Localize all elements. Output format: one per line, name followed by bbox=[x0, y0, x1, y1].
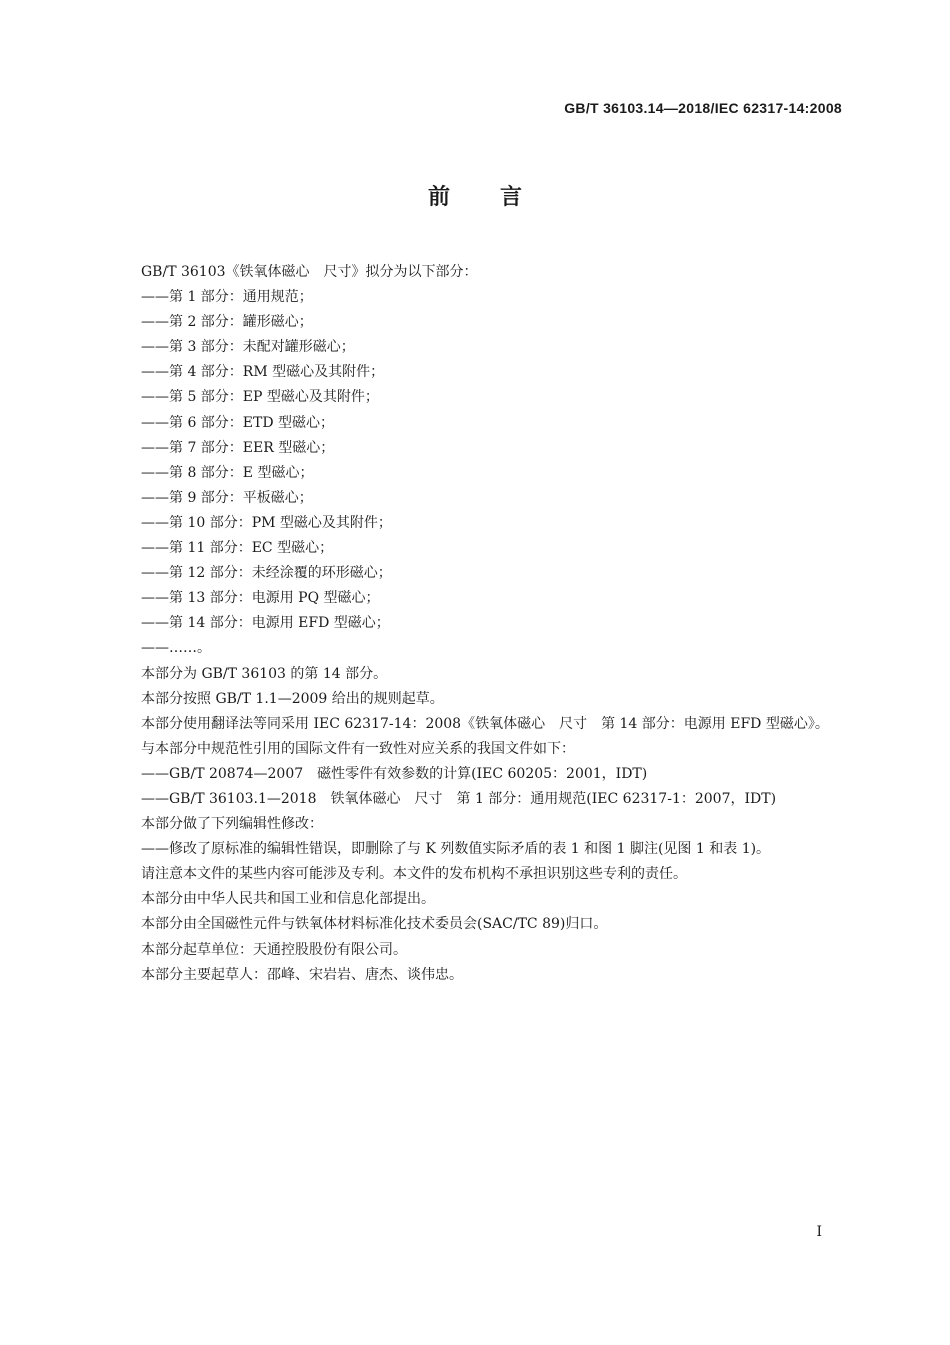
part14-paragraph: 本部分为 GB/T 36103 的第 14 部分。 bbox=[141, 665, 388, 682]
patent-paragraph: 请注意本文件的某些内容可能涉及专利。本文件的发布机构不承担识别这些专利的责任。 bbox=[141, 866, 687, 883]
intro-paragraph: GB/T 36103《铁氧体磁心 尺寸》拟分为以下部分： bbox=[141, 264, 478, 280]
part-list-item: ——第 8 部分：E 型磁心； bbox=[141, 464, 314, 481]
document-body bbox=[108, 260, 844, 988]
references-intro-paragraph: 与本部分中规范性引用的国际文件有一致性对应关系的我国文件如下： bbox=[141, 740, 575, 757]
part-list-item: ——第 5 部分：EP 型磁心及其附件； bbox=[141, 389, 379, 406]
part-list-item: ——第 13 部分：电源用 PQ 型磁心； bbox=[141, 590, 380, 607]
part-list-item: ——第 14 部分：电源用 EFD 型磁心； bbox=[141, 615, 390, 632]
part-list-item: ——第 11 部分：EC 型磁心； bbox=[141, 540, 334, 557]
part-list-item: ——第 2 部分：罐形磁心； bbox=[141, 314, 313, 331]
part-list-item: ——第 1 部分：通用规范； bbox=[141, 289, 313, 306]
edits-intro-paragraph: 本部分做了下列编辑性修改： bbox=[141, 816, 323, 833]
proposed-by-paragraph: 本部分由中华人民共和国工业和信息化部提出。 bbox=[141, 891, 435, 908]
centralized-by-paragraph: 本部分由全国磁性元件与铁氧体材料标准化技术委员会(SAC/TC 89)归口。 bbox=[141, 916, 608, 933]
rules-paragraph: 本部分按照 GB/T 1.1—2009 给出的规则起草。 bbox=[141, 690, 444, 707]
page-title: 前言 bbox=[427, 185, 572, 210]
translation-paragraph: 本部分使用翻译法等同采用 IEC 62317-14：2008《铁氧体磁心 尺寸 第 14 部分：电源用 EFD 型磁心》。 bbox=[141, 715, 829, 732]
drafters-paragraph: 本部分主要起草人：邵峰、宋岩岩、唐杰、谈伟忠。 bbox=[141, 966, 463, 983]
part-list-item: ——……。 bbox=[141, 640, 211, 657]
reference-item: ——GB/T 36103.1—2018 铁氧体磁心 尺寸 第 1 部分：通用规范(IEC 62317-1：2007，IDT) bbox=[141, 790, 777, 807]
part-list-item: ——第 9 部分：平板磁心； bbox=[141, 489, 313, 506]
part-list-item: ——第 7 部分：EER 型磁心； bbox=[141, 439, 335, 456]
edit-item: ——修改了原标准的编辑性错误，即删除了与 K 列数值实际矛盾的表 1 和图 1 脚注(见图 1 和表 1)。 bbox=[141, 841, 771, 858]
part-list-item: ——第 6 部分：ETD 型磁心； bbox=[141, 414, 335, 431]
drafting-unit-paragraph: 本部分起草单位：天通控股股份有限公司。 bbox=[141, 941, 407, 958]
part-list-item: ——第 4 部分：RM 型磁心及其附件； bbox=[141, 364, 385, 381]
part-list-item: ——第 3 部分：未配对罐形磁心； bbox=[141, 339, 355, 356]
document-code-header: GB/T 36103.14—2018/IEC 62317-14:2008 bbox=[564, 100, 842, 116]
part-list-item: ——第 10 部分：PM 型磁心及其附件； bbox=[141, 514, 392, 531]
reference-item: ——GB/T 20874—2007 磁性零件有效参数的计算(IEC 60205：2001，IDT) bbox=[141, 765, 648, 782]
part-list-item: ——第 12 部分：未经涂覆的环形磁心； bbox=[141, 565, 392, 582]
page-number: I bbox=[816, 1224, 822, 1240]
